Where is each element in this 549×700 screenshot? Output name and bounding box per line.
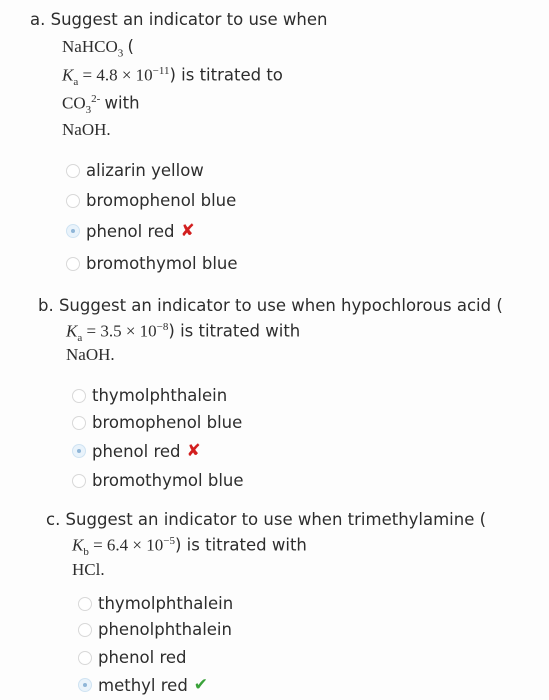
radio-button[interactable]: [78, 623, 92, 637]
option-label: methyl red: [98, 675, 188, 695]
question-b-prompt: b. Suggest an indicator to use when hypochlorous acid (: [38, 296, 503, 315]
radio-button[interactable]: [72, 389, 86, 403]
incorrect-icon: ✘: [186, 441, 201, 461]
question-c-constant: $K_b = 6.4 \times 10^{-5}$) is titrated with: [72, 535, 307, 559]
option-label: thymolphthalein: [98, 594, 234, 613]
question-c-prompt: c. Suggest an indicator to use when trimethylamine (: [46, 510, 487, 529]
question-a-prompt: a. Suggest an indicator to use when: [30, 10, 328, 29]
option-c-4[interactable]: [78, 675, 208, 695]
correct-check-icon: ✔: [193, 675, 209, 695]
option-a-4[interactable]: [66, 254, 238, 273]
option-a-3[interactable]: [66, 221, 195, 241]
option-c-2[interactable]: [78, 620, 232, 639]
option-label: alizarin yellow: [86, 161, 204, 180]
incorrect-icon: ✘: [180, 221, 195, 241]
option-label: phenol red: [86, 221, 175, 241]
option-label: thymolphthalein: [92, 386, 228, 405]
option-b-4[interactable]: [72, 471, 244, 490]
radio-button[interactable]: [66, 257, 80, 271]
option-c-1[interactable]: [78, 594, 233, 613]
option-label: phenol red: [92, 441, 181, 461]
option-label: phenol red: [98, 648, 187, 667]
option-a-1[interactable]: [66, 161, 204, 180]
option-c-3[interactable]: [78, 648, 187, 667]
radio-button[interactable]: [72, 474, 86, 488]
option-label: bromothymol blue: [92, 471, 244, 490]
question-a-constant: $K_a = 4.8 \times 10^{-11}$) is titrated to: [62, 65, 283, 89]
question-c-titrant: HCl.: [72, 560, 105, 579]
radio-button[interactable]: [72, 416, 86, 430]
option-b-1[interactable]: [72, 386, 227, 405]
radio-button-selected[interactable]: [66, 224, 80, 238]
question-b-titrant: NaOH.: [66, 345, 115, 364]
question-a-compound: NaHCO$_3$ (: [62, 37, 134, 60]
option-label: phenolphthalein: [98, 620, 232, 639]
question-b-constant: $K_a = 3.5 \times 10^{-8}$) is titrated with: [66, 321, 301, 345]
option-label: bromophenol blue: [92, 413, 243, 432]
question-a-titrant: NaOH.: [62, 120, 111, 139]
question-a-product: $CO_3^{2-}$ with: [62, 93, 140, 117]
radio-button[interactable]: [66, 164, 80, 178]
option-b-3[interactable]: [72, 441, 201, 461]
option-b-2[interactable]: [72, 413, 242, 432]
option-a-2[interactable]: [66, 191, 236, 210]
radio-button[interactable]: [78, 651, 92, 665]
radio-button-selected[interactable]: [78, 678, 92, 692]
radio-button-selected[interactable]: [72, 444, 86, 458]
option-label: bromothymol blue: [86, 254, 238, 273]
option-label: bromophenol blue: [86, 191, 237, 210]
radio-button[interactable]: [66, 194, 80, 208]
radio-button[interactable]: [78, 597, 92, 611]
